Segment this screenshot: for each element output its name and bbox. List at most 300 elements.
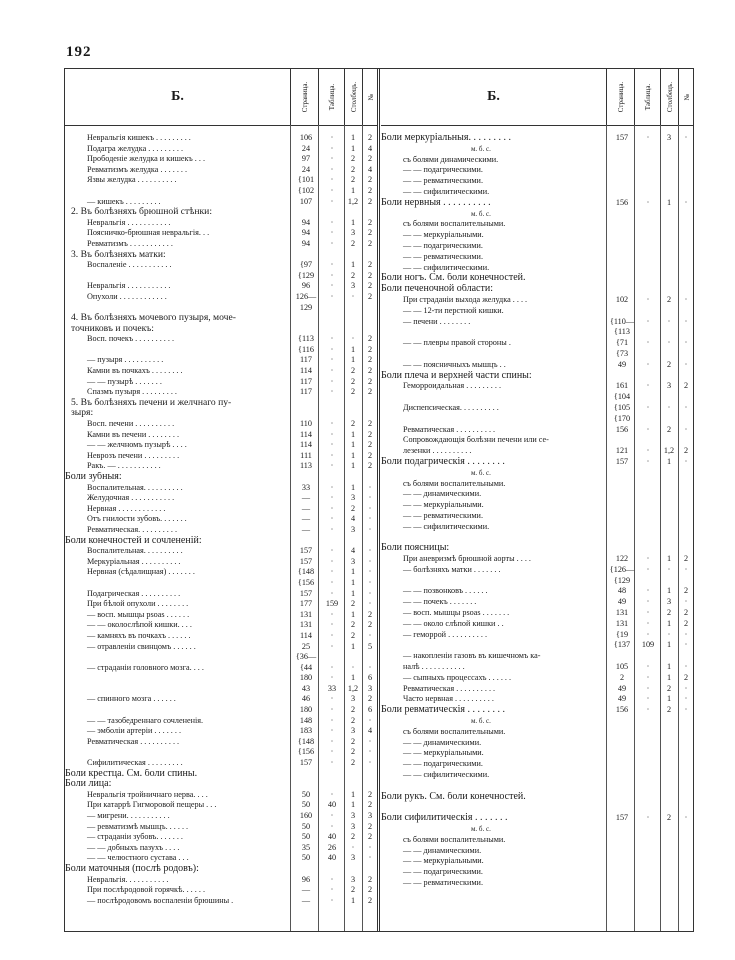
- col-page-header: [606, 69, 635, 125]
- entry-page: {110—: [609, 316, 635, 326]
- entry-table: ·: [646, 197, 650, 207]
- entry-column: 1: [350, 355, 356, 365]
- entry-text: При послѣродовой горячкѣ. . . . . .: [87, 885, 205, 895]
- entry-number: ·: [368, 715, 372, 725]
- entry-column: 2: [350, 419, 356, 429]
- entry-column: 2: [350, 366, 356, 376]
- entry-page: 117: [300, 355, 312, 365]
- entry-text: — — сифилитическими.: [403, 262, 490, 272]
- entry-text: Ревматическая. . . . . . . . . .: [87, 524, 178, 534]
- index-entry: [381, 468, 693, 479]
- index-entry: [65, 737, 377, 748]
- index-entry: [65, 451, 377, 462]
- entry-column: ·: [351, 291, 355, 301]
- entry-column: 1,2: [663, 446, 675, 456]
- index-entry: [65, 853, 377, 864]
- entry-page: 129: [299, 302, 313, 312]
- entry-text: м. б. с.: [471, 825, 491, 833]
- entry-text: Невральгія кишекъ . . . . . . . . .: [87, 133, 191, 142]
- entry-table: ·: [330, 291, 334, 301]
- index-entry: [65, 419, 377, 430]
- entry-page: 160: [299, 811, 313, 820]
- index-entry: [381, 511, 693, 522]
- entry-text: — сыпныхъ процессахъ . . . . . .: [403, 672, 512, 682]
- index-entry: [381, 705, 693, 716]
- entry-page: {129: [613, 575, 631, 585]
- entry-page: 106: [299, 133, 313, 142]
- entry-text: — — меркуріальными.: [403, 500, 484, 510]
- index-entry: [381, 532, 693, 543]
- entry-text: Сопровождающія болѣзни печени или се-: [403, 435, 549, 445]
- index-entry: [65, 228, 377, 239]
- entry-text: — — сифилитическими.: [403, 521, 490, 531]
- index-entry: [381, 597, 693, 608]
- entry-number: 2: [683, 672, 689, 682]
- entry-page: 49: [617, 597, 627, 607]
- entry-table: 33: [327, 683, 337, 693]
- index-entry: [65, 705, 377, 716]
- entry-text: — эмболіи артеріи . . . . . . .: [87, 726, 182, 736]
- entry-page: 111: [300, 450, 312, 460]
- entry-page: 117: [300, 387, 312, 397]
- index-entry: [381, 457, 693, 468]
- entry-page: 122: [615, 554, 629, 564]
- entry-page: 102: [615, 294, 629, 304]
- entry-table: ·: [330, 524, 334, 534]
- entry-page: {19: [615, 629, 629, 639]
- entry-page: {104: [613, 392, 631, 402]
- entry-table: ·: [330, 376, 334, 386]
- entry-number: 3: [367, 683, 373, 693]
- entry-text: Боли поясницы:: [381, 543, 450, 554]
- entry-table: ·: [330, 715, 334, 725]
- entry-number: ·: [368, 747, 372, 757]
- entry-text: Боли меркуріальныя. . . . . . . . .: [381, 133, 511, 143]
- col-page-label: Страница.: [617, 81, 625, 113]
- entry-text: лезенки . . . . . . . . . .: [403, 446, 472, 456]
- entry-text: Ревматизмъ желудка . . . . . . .: [87, 164, 188, 174]
- entry-table: ·: [330, 217, 334, 227]
- entry-table: ·: [646, 133, 650, 142]
- entry-page: {126—: [609, 564, 635, 574]
- index-entry: [65, 684, 377, 695]
- entry-number: ·: [368, 662, 372, 672]
- entry-table: ·: [646, 618, 650, 628]
- entry-number: ·: [368, 588, 372, 598]
- entry-number: 2: [367, 895, 373, 905]
- entry-page: 46: [301, 694, 311, 704]
- index-entry: [65, 292, 377, 303]
- index-entry: [381, 716, 693, 727]
- entry-table: ·: [330, 673, 334, 683]
- index-entry: [381, 252, 693, 263]
- entry-table: ·: [646, 446, 650, 456]
- entry-column: 2: [350, 832, 356, 842]
- index-entry: [381, 144, 693, 155]
- index-entry: [381, 867, 693, 878]
- entry-page: —: [301, 524, 311, 534]
- index-entry: [381, 630, 693, 641]
- entry-table: ·: [646, 381, 650, 391]
- entry-number: ·: [684, 629, 688, 639]
- index-entry: [65, 567, 377, 578]
- index-entry: [381, 770, 693, 781]
- entry-column: 2: [666, 608, 672, 618]
- entry-column: 1: [666, 672, 672, 682]
- index-entry: [381, 824, 693, 835]
- index-entry: [381, 813, 693, 824]
- entry-number: ·: [684, 424, 688, 434]
- entry-page: 48: [617, 586, 627, 596]
- entry-text: — страданіи головного мозга. . . .: [87, 662, 204, 672]
- entry-number: 2: [367, 789, 373, 799]
- entry-number: ·: [368, 577, 372, 587]
- entry-number: 2: [367, 217, 373, 227]
- entry-table: ·: [646, 554, 650, 564]
- entry-page: {97: [299, 260, 313, 270]
- index-entry: [65, 620, 377, 631]
- index-entry: [65, 663, 377, 674]
- entry-page: {156: [297, 577, 315, 587]
- entry-number: 2: [367, 387, 373, 397]
- entry-number: ·: [684, 456, 688, 466]
- entry-number: ·: [684, 564, 688, 574]
- entry-number: ·: [368, 524, 372, 534]
- entry-column: 1: [350, 429, 356, 439]
- entry-table: ·: [330, 567, 334, 577]
- entry-page: 157: [615, 133, 629, 142]
- entry-table: ·: [330, 419, 334, 429]
- entry-number: ·: [368, 630, 372, 640]
- col-table-header: [318, 69, 345, 125]
- entry-column: 2: [350, 164, 356, 174]
- index-entry: [381, 738, 693, 749]
- entry-page: 117: [300, 376, 312, 386]
- entry-column: 3: [350, 556, 356, 566]
- entry-text: При аневризмѣ брюшной аорты . . . .: [403, 554, 531, 564]
- entry-text: Спазмъ пузыря . . . . . . . . .: [87, 387, 177, 397]
- col-table-label: Таблица.: [644, 83, 652, 111]
- entry-text: м. б. с.: [471, 717, 491, 726]
- entry-text: Невральгія тройничнаго нерва. . . .: [87, 789, 208, 799]
- entry-number: ·: [368, 853, 372, 863]
- index-entry: [381, 446, 693, 457]
- index-entry: [65, 758, 377, 769]
- index-entry: [65, 281, 377, 292]
- entry-page: {101: [297, 175, 315, 185]
- entry-page: 50: [301, 832, 311, 842]
- entry-table: ·: [330, 143, 334, 153]
- entry-column: 3: [666, 597, 672, 607]
- entry-table: ·: [646, 316, 650, 326]
- index-entry: [381, 576, 693, 587]
- index-entry: [65, 599, 377, 610]
- index-entry: [381, 219, 693, 230]
- entry-column: 3: [350, 811, 356, 820]
- index-entry: [65, 822, 377, 833]
- col-column-label: Столбецъ.: [350, 81, 358, 113]
- entry-page: 50: [301, 789, 311, 799]
- entry-text: Воспалительная. . . . . . . . . .: [87, 546, 183, 556]
- entry-text: — страданіи зубовъ. . . . . . .: [87, 832, 183, 842]
- entry-text: м. б. с.: [471, 468, 491, 477]
- entry-column: 2: [350, 715, 356, 725]
- entry-page: —: [301, 503, 311, 513]
- index-entry: [65, 790, 377, 801]
- entry-column: 3: [350, 853, 356, 863]
- entry-column: 3: [666, 381, 672, 391]
- entry-page: 25: [301, 641, 311, 651]
- entry-text: Диспепсическая. . . . . . . . . .: [403, 402, 499, 412]
- entry-page: 180: [299, 673, 313, 683]
- index-entry: [65, 610, 377, 621]
- entry-page: —: [301, 514, 311, 524]
- entry-page: 105: [615, 662, 629, 672]
- entry-text: — — желчномъ пузырѣ . . . .: [87, 440, 187, 450]
- index-entry: [65, 642, 377, 653]
- entry-number: ·: [684, 662, 688, 672]
- entry-text: Боли маточныя (послѣ родовъ):: [65, 863, 199, 874]
- index-entry: [381, 662, 693, 673]
- entry-column: 1: [666, 662, 672, 672]
- entry-table: ·: [330, 387, 334, 397]
- index-entry: [65, 408, 377, 419]
- entry-table: ·: [330, 514, 334, 524]
- index-entry: [381, 295, 693, 306]
- entry-table: ·: [646, 662, 650, 672]
- entry-text: точниковъ и почекъ:: [71, 323, 154, 334]
- entry-number: ·: [684, 359, 688, 369]
- right-column: [381, 69, 693, 931]
- entry-text: Восп. почекъ . . . . . . . . . .: [87, 334, 175, 344]
- entry-table: ·: [330, 344, 334, 354]
- entry-page: 157: [299, 546, 313, 556]
- entry-column: 1: [666, 586, 672, 596]
- index-entry: [381, 273, 693, 284]
- entry-text: — — тазобедреннаго сочлененія.: [87, 715, 204, 725]
- entry-column: 1: [350, 789, 356, 799]
- col-column-header: [660, 69, 679, 125]
- entry-page: 50: [301, 853, 311, 863]
- entry-text: При страданіи выхода желудка . . . .: [403, 294, 528, 304]
- index-entry: [381, 792, 693, 803]
- right-header: [381, 69, 693, 126]
- entry-table: ·: [330, 482, 334, 492]
- entry-table: ·: [330, 546, 334, 556]
- entry-text: — болѣзняхъ матки . . . . . . .: [403, 564, 501, 574]
- entry-text: 2. Въ болѣзняхъ брюшной стѣнки:: [71, 207, 212, 218]
- entry-column: 1: [350, 260, 356, 270]
- index-entry: [65, 800, 377, 811]
- index-entry: [381, 133, 693, 144]
- index-entry: [381, 759, 693, 770]
- col-no-header: [362, 69, 378, 125]
- entry-page: 131: [299, 620, 313, 630]
- index-entry: [65, 769, 377, 780]
- entry-column: 2: [666, 705, 672, 715]
- entry-text: съ болями воспалительными.: [403, 834, 506, 844]
- entry-table: ·: [330, 811, 334, 820]
- entry-column: 3: [350, 493, 356, 503]
- index-entry: [381, 371, 693, 382]
- entry-page: 113: [300, 461, 312, 471]
- entry-text: — камняхъ въ почкахъ . . . . . .: [87, 630, 191, 640]
- entry-text: Боли лица:: [65, 779, 112, 790]
- entry-number: ·: [368, 736, 372, 746]
- entry-text: — — 12-ти перстной кишки.: [403, 305, 504, 315]
- entry-number: 2: [367, 461, 373, 471]
- entry-page: 96: [301, 281, 311, 291]
- entry-number: 2: [367, 821, 373, 831]
- index-entry: [65, 896, 377, 907]
- entry-page: 33: [301, 482, 311, 492]
- index-entry: [65, 271, 377, 282]
- entry-text: — мигрени. . . . . . . . . . .: [87, 811, 170, 820]
- entry-page: 114: [300, 630, 312, 640]
- entry-text: м. б. с.: [471, 209, 491, 218]
- entry-text: — ревматизмѣ мышцъ. . . . . .: [87, 821, 189, 831]
- entry-number: 2: [683, 618, 689, 628]
- index-entry: [65, 885, 377, 896]
- index-entry: [65, 461, 377, 472]
- entry-page: 50: [301, 821, 311, 831]
- index-entry: [381, 856, 693, 867]
- entry-table: ·: [646, 586, 650, 596]
- entry-page: 157: [299, 556, 313, 566]
- index-entry: [65, 578, 377, 589]
- entry-text: Камни въ почкахъ . . . . . . . .: [87, 366, 183, 376]
- entry-page: 131: [615, 618, 629, 628]
- index-entry: [65, 313, 377, 324]
- col-no-label: №: [682, 93, 691, 101]
- index-entry: [381, 241, 693, 252]
- entry-number: ·: [368, 493, 372, 503]
- entry-page: 49: [617, 359, 627, 369]
- entry-page: 126—: [295, 291, 317, 301]
- entry-number: 2: [367, 429, 373, 439]
- entry-column: 1: [350, 450, 356, 460]
- entry-page: {137: [613, 640, 631, 650]
- index-entry: [65, 430, 377, 441]
- entry-text: Геморроидальная . . . . . . . . .: [403, 381, 501, 391]
- entry-column: 3: [350, 821, 356, 831]
- entry-number: 2: [367, 609, 373, 619]
- entry-column: ·: [351, 662, 355, 672]
- entry-text: — — поясничныхъ мышцъ . .: [403, 359, 506, 369]
- entry-number: ·: [368, 482, 372, 492]
- entry-text: Ревматизмъ . . . . . . . . . . .: [87, 238, 173, 248]
- entry-number: 2: [367, 440, 373, 450]
- index-table: [64, 68, 694, 932]
- entry-number: ·: [368, 567, 372, 577]
- entry-number: 4: [367, 726, 373, 736]
- entry-page: 50: [301, 800, 311, 810]
- entry-text: — печени . . . . . . . .: [403, 316, 471, 326]
- entry-table: ·: [330, 895, 334, 905]
- right-header-letter: Б.: [487, 89, 500, 104]
- entry-page: 49: [617, 694, 627, 704]
- column-divider: [377, 69, 380, 931]
- entry-page: 131: [299, 609, 313, 619]
- left-header: [65, 69, 377, 126]
- entry-number: ·: [368, 599, 372, 609]
- entry-column: 3: [350, 694, 356, 704]
- entry-table: ·: [330, 630, 334, 640]
- index-entry: [381, 727, 693, 738]
- entry-column: 1: [666, 554, 672, 564]
- col-column-label: Столбецъ.: [666, 81, 674, 113]
- entry-number: 3: [367, 811, 373, 820]
- col-no-header: [678, 69, 694, 125]
- entry-table: ·: [330, 726, 334, 736]
- entry-table: ·: [646, 402, 650, 412]
- index-entry: [381, 414, 693, 425]
- entry-number: 2: [367, 376, 373, 386]
- entry-table: ·: [330, 164, 334, 174]
- entry-text: Боли ревматическія . . . . . . . .: [381, 705, 505, 716]
- entry-table: ·: [330, 238, 334, 248]
- index-entry: [381, 781, 693, 792]
- entry-column: 2: [666, 359, 672, 369]
- entry-column: 2: [350, 376, 356, 386]
- index-entry: [65, 811, 377, 822]
- entry-column: 1,2: [347, 196, 359, 206]
- entry-column: 1: [350, 185, 356, 195]
- entry-table: ·: [330, 334, 334, 344]
- entry-number: 5: [367, 641, 373, 651]
- entry-text: Ракъ. — . . . . . . . . . . .: [87, 461, 161, 471]
- entry-page: {148: [297, 736, 315, 746]
- entry-column: ·: [667, 629, 671, 639]
- entry-text: — геморрой . . . . . . . . . .: [403, 629, 487, 639]
- entry-table: ·: [330, 440, 334, 450]
- index-entry: [381, 619, 693, 630]
- entry-text: — — подагрическими.: [403, 867, 483, 877]
- entry-column: 2: [350, 736, 356, 746]
- entry-column: 2: [350, 154, 356, 164]
- entry-table: ·: [330, 461, 334, 471]
- entry-table: ·: [330, 281, 334, 291]
- index-entry: [65, 154, 377, 165]
- entry-column: 2: [350, 705, 356, 715]
- entry-text: Воспаленіе . . . . . . . . . . .: [87, 260, 172, 270]
- index-entry: [381, 317, 693, 328]
- entry-table: ·: [330, 133, 334, 142]
- entry-text: Нервная . . . . . . . . . . . .: [87, 503, 166, 513]
- entry-number: 2: [367, 291, 373, 301]
- index-entry: [381, 802, 693, 813]
- entry-table: ·: [330, 747, 334, 757]
- entry-number: ·: [684, 683, 688, 693]
- entry-column: 1: [350, 588, 356, 598]
- entry-column: ·: [351, 334, 355, 344]
- entry-table: ·: [330, 641, 334, 651]
- entry-page: {116: [298, 344, 314, 354]
- entry-table: ·: [330, 620, 334, 630]
- entry-number: ·: [684, 694, 688, 704]
- entry-column: ·: [667, 402, 671, 412]
- index-entry: [65, 197, 377, 208]
- index-entry: [65, 377, 377, 388]
- entry-page: 121: [615, 446, 629, 456]
- entry-page: 156: [615, 705, 629, 715]
- entry-text: Боли нервныя . . . . . . . . . .: [381, 197, 491, 208]
- entry-column: 1: [350, 800, 356, 810]
- entry-number: ·: [684, 705, 688, 715]
- entry-number: ·: [368, 758, 372, 768]
- entry-table: ·: [646, 694, 650, 704]
- entry-table: ·: [330, 736, 334, 746]
